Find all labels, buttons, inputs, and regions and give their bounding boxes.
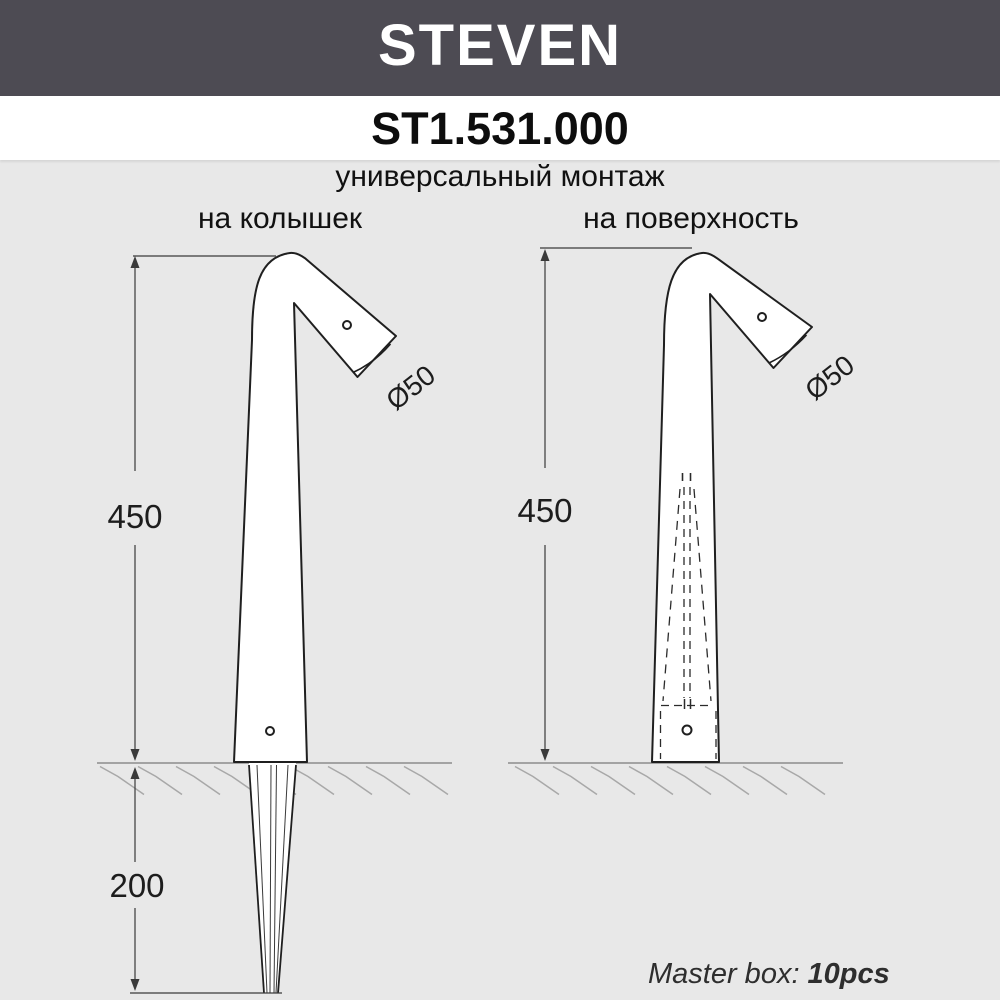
- model-number: ST1.531.000: [371, 102, 629, 154]
- luminaire-body-surface: [652, 253, 812, 762]
- ground-line-right: [508, 763, 843, 795]
- dimension-label-450-surface: 450: [517, 492, 573, 529]
- base-screw-hole-left: [266, 727, 274, 735]
- master-box-note: [648, 958, 948, 991]
- dimension-label-200-stake: 200: [109, 867, 165, 904]
- master-box-qty: 10pcs: [807, 958, 890, 990]
- brand-title: STEVEN: [377, 13, 623, 78]
- diameter-label-stake: Ø50: [380, 359, 442, 417]
- head-screw-hole-right: [758, 313, 766, 321]
- diameter-label-surface: Ø50: [799, 349, 861, 407]
- ground-hatching-right: [515, 767, 825, 795]
- dimension-label-450-stake: 450: [107, 498, 163, 535]
- head-screw-hole-left: [343, 321, 351, 329]
- base-screw-hole-right: [683, 726, 692, 735]
- master-box-label: Master box:: [648, 958, 800, 990]
- luminaire-body-stake: [234, 253, 396, 762]
- mounting-subtitle: универсальный монтаж: [335, 160, 665, 193]
- variant-label-stake: на колышек: [197, 202, 363, 235]
- ground-spike: [249, 763, 296, 993]
- variant-label-surface: на поверхность: [583, 202, 799, 235]
